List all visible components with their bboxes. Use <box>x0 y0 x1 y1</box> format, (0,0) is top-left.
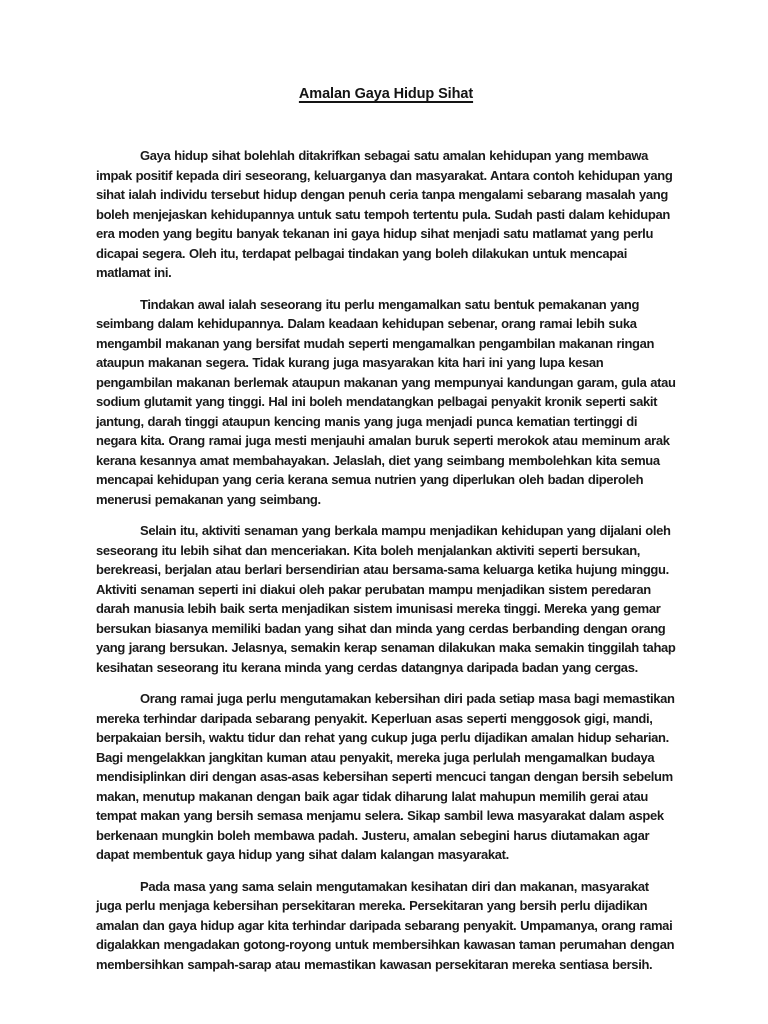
paragraph-kebersihan-persekitaran: Pada masa yang sama selain mengutamakan kesihatan diri dan makanan, masyarakat juga perlu menjaga kebersihan persekitaran mereka. Persekitaran yang bersih perlu dijadikan amalan dan gaya hidup agar kita terhindar daripada sebarang penyakit. Umpamanya, orang ramai digalakkan mengadakan gotong-royong untuk membersihkan kawasan taman perumahan dengan membersihkan sampah-sarap atau memastikan kawasan persekitaran mereka sentiasa bersih. <box>96 878 675 972</box>
paragraph-pemakanan-seimbang: Tindakan awal ialah seseorang itu perlu mengamalkan satu bentuk pemakanan yang seimbang dalam kehidupannya. Dalam keadaan kehidupan sebenar, orang ramai lebih suka mengambil makanan yang bersifat mudah seperti mengamalkan pengambilan makanan ringan ataupun makanan segera. Tidak kurang juga masyarakan kita hari ini yang lupa kesan pengambilan makanan berlemak ataupun makanan yang mempunyai kandungan garam, gula atau sodium glutamit yang tinggi. Hal ini boleh mendatangkan pelbagai penyakit kronik seperti sakit jantung, darah tinggi ataupun kencing manis yang juga menjadi punca kematian tertinggi di negara kita. Orang ramai juga mesti menjauhi amalan buruk seperti merokok atau meminum arak kerana kesannya amat membahayakan. Jelaslah, diet yang seimbang membolehkan kita semua mencapai kehidupan yang ceria kerana semua nutrien yang diperlukan oleh badan diperoleh menerusi pemakanan yang seimbang. <box>96 296 676 507</box>
paragraph-kebersihan-diri: Orang ramai juga perlu mengutamakan kebersihan diri pada setiap masa bagi memastikan mereka terhindar daripada sebarang penyakit. Keperluan asas seperti menggosok gigi, mandi, berpakaian bersih, waktu tidur dan rehat yang cukup juga perlu dijadikan amalan hidup seharian. Bagi mengelakkan jangkitan kuman atau penyakit, mereka juga perlulah mengamalkan budaya mendisiplinkan diri dengan asas-asas kebersihan seperti mencuci tangan dengan bersih sebelum makan, menutup makanan dengan baik agar tidak diharung lalat mahupun memilih gerai atau tempat makan yang bersih semasa menjamu selera. Sikap sambil lewa masyarakat dalam aspek berkenaan mungkin boleh membawa padah. Justeru, amalan sebegini harus diutamakan agar dapat membentuk gaya hidup yang sihat dalam kalangan masyarakat. <box>96 691 675 862</box>
document-title: Amalan Gaya Hidup Sihat <box>298 86 474 102</box>
paragraph-intro: Gaya hidup sihat bolehlah ditakrifkan sebagai satu amalan kehidupan yang membawa impak positif kepada diri seseorang, keluarganya dan masyarakat. Antara contoh kehidupan yang sihat ialah individu tersebut hidup dengan penuh ceria tanpa mengalami sebarang masalah yang boleh menjejaskan kehidupannya untuk satu tempoh tertentu pula. Sudah pasti dalam kehidupan era moden yang begitu banyak tekanan ini gaya hidup sihat menjadi satu matlamat yang perlu dicapai segera. Oleh itu, terdapat pelbagai tindakan yang boleh dilakukan untuk mencapai matlamat ini. <box>96 148 673 280</box>
document-body <box>96 86 676 986</box>
paragraph-aktiviti-senaman: Selain itu, aktiviti senaman yang berkala mampu menjadikan kehidupan yang dijalani oleh seseorang itu lebih sihat dan menceriakan. Kita boleh menjalankan aktiviti seperti bersukan, berekreasi, berjalan atau berlari bersendirian atau bersama-sama keluarga ketika hujung minggu. Aktiviti senaman seperti ini diakui oleh pakar perubatan mampu menjadikan sistem peredaran darah manusia lebih baik serta menjadikan sistem imunisasi mereka tinggi. Mereka yang gemar bersukan biasanya memiliki badan yang sihat dan minda yang cerdas berbanding dengan orang yang jarang bersukan. Jelasnya, semakin kerap senaman dilakukan maka semakin tinggilah tahap kesihatan seseorang itu kerana minda yang cerdas datangnya daripada badan yang cergas. <box>96 523 676 675</box>
